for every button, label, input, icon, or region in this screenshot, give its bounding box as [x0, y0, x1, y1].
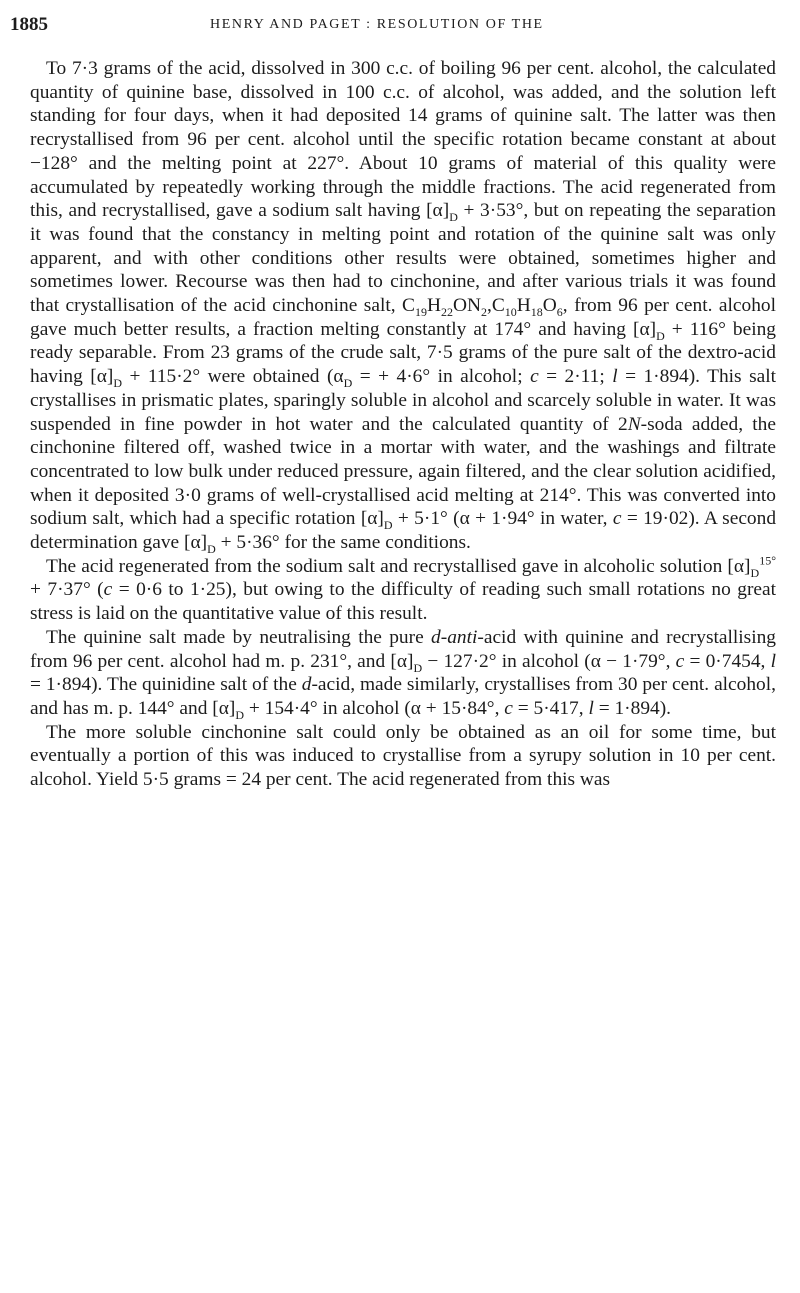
running-title: HENRY AND PAGET : RESOLUTION OF THE [210, 17, 544, 32]
paragraph: The acid regenerated from the sodium salt and recrystallised gave in alcoholic solution $[\alpha]_D^{15^\circ} + 7\cdot 37^\circ$ (c = 0·6 to 1·25), but owing to the difficulty of reading such small rotations no great stress is laid on the quantitative value of this result. [30, 553, 776, 625]
running-header [10, 14, 770, 44]
paragraph: The quinine salt made by neutralising the pure d-anti-acid with quinine and recrystallising from 96 per cent. alcohol had m. p. 231°, and $[\alpha]_D - 127\cdot 2^\circ$ in alcohol (α − 1·79°, c = 0·7454, l = 1·894). The quinidine salt of the d-acid, made similarly, crystallises from 30 per cent. alcohol, and has m. p. 144° and $[\alpha]_D + 154\cdot 4^\circ$ in alcohol (α + 15·84°, c = 5·417, l = 1·894). [30, 626, 777, 722]
body-text [30, 57, 776, 792]
paragraph: The more soluble cinchonine salt could only be obtained as an oil for some time, but eventually a portion of this was induced to crystallise from a syrupy solution in 10 per cent. alcohol. Yield 5·5 grams = 24 per cent. The acid regenerated from this was [30, 721, 776, 791]
page-number: 1885 [10, 14, 48, 35]
paragraph: To 7·3 grams of the acid, dissolved in 300 c.c. of boiling 96 per cent. alcohol, the calculated quantity of quinine base, dissolved in 100 c.c. of alcohol, was added, and the solution left standing for four days, when it had deposited 14 grams of quinine salt. The latter was then recrystallised from 96 per cent. alcohol until the specific rotation became constant at about −128° and the melting point at 227°. About 10 grams of material of this quality were accumulated by repeatedly working through the middle fractions. The acid regenerated from this, and recrystallised, gave a sodium salt having $[\alpha]_D + 3\cdot 53^\circ$, but on repeating the separation it was found that the constancy in melting point and rotation of the quinine salt was only apparent, and with other conditions other results were obtained, sometimes higher and sometimes lower. Recourse was then had to cinchonine, and after various trials it was found that crystallisation of the acid cinchonine salt, $C_{19}H_{22}ON_2,C_{10}H_{18}O_6$, from 96 per cent. alcohol gave much better results, a fraction melting constantly at 174° and having $[\alpha]_D + 116^\circ$ being ready separable. From 23 grams of the crude salt, 7·5 grams of the pure salt of the dextro-acid having $[\alpha]_D + 115\cdot 2^\circ$ were obtained ($\alpha_D$ = + 4·6° in alcohol; c = 2·11; l = 1·894). This salt crystallises in prismatic plates, sparingly soluble in alcohol and scarcely soluble in water. It was suspended in fine powder in hot water and the calculated quantity of 2N-soda added, the cinchonine filtered off, washed twice in a mortar with water, and the washings and filtrate concentrated to low bulk under reduced pressure, again filtered, and the clear solution acidified, when it deposited 3·0 grams of well-crystallised acid melting at 214°. This was converted into sodium salt, which had a specific rotation $[\alpha]_D + 5\cdot 1^\circ$ (α + 1·94° in water, c = 19·02). A second determination gave $[\alpha]_D + 5\cdot 36^\circ$ for the same conditions. [30, 58, 777, 556]
